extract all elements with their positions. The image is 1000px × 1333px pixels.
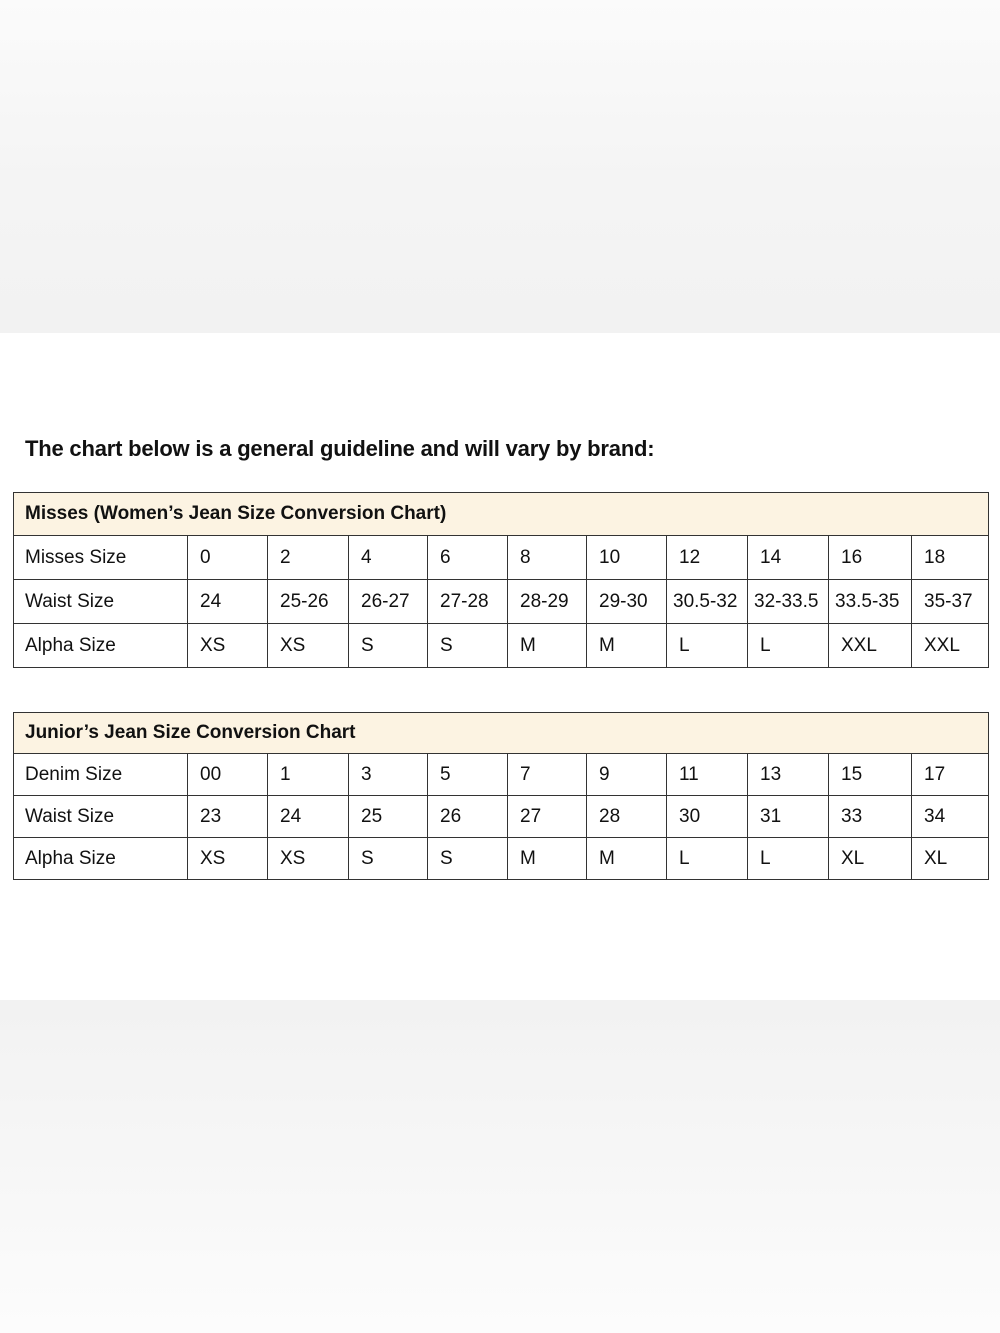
- table-cell: 33: [829, 796, 912, 838]
- table-cell: L: [748, 838, 829, 880]
- table-cell: 35-37: [912, 580, 989, 624]
- table-cell: 30: [667, 796, 748, 838]
- table-cell: XS: [188, 624, 268, 668]
- table-cell: 33.5-35: [829, 580, 912, 624]
- table-cell: 00: [188, 754, 268, 796]
- table-cell: 28: [587, 796, 667, 838]
- table-cell: 34: [912, 796, 989, 838]
- table-cell: 30.5-32: [667, 580, 748, 624]
- table-title-row: [14, 493, 989, 536]
- row-label: Misses Size: [14, 536, 188, 580]
- table-cell: XXL: [912, 624, 989, 668]
- row-label: Waist Size: [14, 796, 188, 838]
- table-title: Misses (Women’s Jean Size Conversion Chart): [14, 493, 989, 536]
- top-background: [0, 0, 1000, 333]
- table-cell: 7: [508, 754, 587, 796]
- table-title: Junior’s Jean Size Conversion Chart: [14, 713, 989, 754]
- table-cell: 29-30: [587, 580, 667, 624]
- table-row: [14, 580, 989, 624]
- table-cell: 5: [428, 754, 508, 796]
- table-cell: 10: [587, 536, 667, 580]
- table-cell: 25: [349, 796, 428, 838]
- table-row: [14, 754, 989, 796]
- row-label: Denim Size: [14, 754, 188, 796]
- table-cell: L: [748, 624, 829, 668]
- table-cell: S: [349, 838, 428, 880]
- table-cell: XL: [829, 838, 912, 880]
- table-cell: XS: [268, 624, 349, 668]
- table-cell: 17: [912, 754, 989, 796]
- table-cell: 9: [587, 754, 667, 796]
- table-cell: 32-33.5: [748, 580, 829, 624]
- table-cell: L: [667, 624, 748, 668]
- row-label: Alpha Size: [14, 838, 188, 880]
- junior-size-table: [13, 712, 989, 880]
- bottom-background: [0, 1000, 1000, 1333]
- table-cell: 2: [268, 536, 349, 580]
- table-cell: 25-26: [268, 580, 349, 624]
- table-title-row: [14, 713, 989, 754]
- misses-size-table: [13, 492, 989, 668]
- table-cell: XXL: [829, 624, 912, 668]
- table-cell: 6: [428, 536, 508, 580]
- table-cell: 26: [428, 796, 508, 838]
- table-cell: M: [587, 838, 667, 880]
- table-cell: 24: [268, 796, 349, 838]
- table-cell: M: [508, 624, 587, 668]
- table-cell: 28-29: [508, 580, 587, 624]
- table-cell: 8: [508, 536, 587, 580]
- table-cell: 14: [748, 536, 829, 580]
- table-cell: 27-28: [428, 580, 508, 624]
- table-cell: 3: [349, 754, 428, 796]
- row-label: Alpha Size: [14, 624, 188, 668]
- table-cell: XS: [268, 838, 349, 880]
- table-cell: 24: [188, 580, 268, 624]
- table-cell: 15: [829, 754, 912, 796]
- table-cell: 13: [748, 754, 829, 796]
- row-label: Waist Size: [14, 580, 188, 624]
- table-cell: 23: [188, 796, 268, 838]
- table-cell: 31: [748, 796, 829, 838]
- table-row: [14, 536, 989, 580]
- table-cell: XS: [188, 838, 268, 880]
- table-cell: L: [667, 838, 748, 880]
- table-row: [14, 624, 989, 668]
- table-cell: 27: [508, 796, 587, 838]
- table-cell: S: [349, 624, 428, 668]
- table-cell: S: [428, 838, 508, 880]
- table-cell: S: [428, 624, 508, 668]
- table-cell: M: [508, 838, 587, 880]
- page-heading: The chart below is a general guideline and will vary by brand:: [25, 436, 655, 461]
- table-cell: 16: [829, 536, 912, 580]
- table-cell: 12: [667, 536, 748, 580]
- table-cell: 1: [268, 754, 349, 796]
- table-cell: 0: [188, 536, 268, 580]
- table-cell: XL: [912, 838, 989, 880]
- table-cell: M: [587, 624, 667, 668]
- table-row: [14, 796, 989, 838]
- table-cell: 11: [667, 754, 748, 796]
- table-cell: 18: [912, 536, 989, 580]
- table-cell: 26-27: [349, 580, 428, 624]
- table-row: [14, 838, 989, 880]
- table-cell: 4: [349, 536, 428, 580]
